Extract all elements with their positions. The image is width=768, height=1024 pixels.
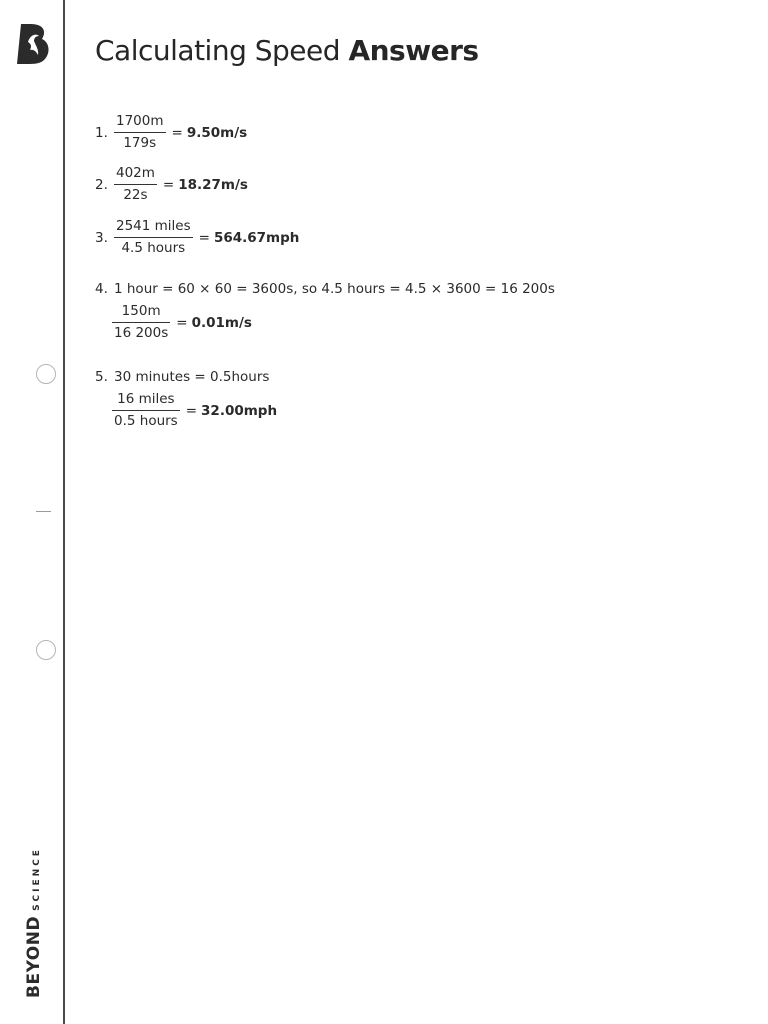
answer-value: 9.50m/s <box>186 124 248 141</box>
title-bold: Answers <box>348 34 479 67</box>
binder-hole-bottom <box>36 640 56 660</box>
equals-sign: = <box>198 229 210 246</box>
denominator: 0.5 hours <box>114 413 178 429</box>
margin-line <box>63 0 65 1024</box>
answer-row <box>95 281 555 297</box>
equals-sign: = <box>185 402 198 419</box>
numerator: 150m <box>121 303 161 319</box>
answer-row <box>95 165 248 204</box>
answer-row <box>95 369 277 385</box>
answer-item-5 <box>95 369 277 430</box>
numerator: 402m <box>116 165 155 181</box>
brand-main: BEYOND <box>24 915 44 998</box>
item-number: 3. <box>95 229 108 246</box>
fraction <box>114 113 166 152</box>
denominator: 179s <box>123 135 157 151</box>
answer-item-3 <box>95 218 299 257</box>
denominator: 22s <box>123 187 148 203</box>
denominator: 16 200s <box>114 325 169 341</box>
item-number: 2. <box>95 176 108 193</box>
fraction <box>114 218 193 257</box>
working-text: 30 minutes = 0.5hours <box>114 369 270 385</box>
fraction <box>112 391 180 430</box>
answer-item-4 <box>95 281 555 342</box>
item-number: 1. <box>95 124 108 141</box>
denominator: 4.5 hours <box>121 240 186 256</box>
answer-value: 564.67mph <box>213 229 300 246</box>
numerator: 1700m <box>116 113 164 129</box>
answer-value: 32.00mph <box>201 402 278 419</box>
item-number: 5. <box>95 369 108 385</box>
equals-sign: = <box>162 176 175 193</box>
fraction <box>114 165 157 204</box>
equals-sign: = <box>176 314 188 331</box>
answer-item-2 <box>95 165 248 204</box>
answer-row <box>95 113 247 152</box>
brand-wordmark <box>24 847 44 998</box>
answer-row <box>95 218 299 257</box>
answer-value: 0.01m/s <box>191 314 252 331</box>
title-regular: Calculating Speed <box>95 34 341 67</box>
beyond-b-logo-icon <box>15 22 51 66</box>
fraction <box>112 303 170 342</box>
fold-mark <box>36 511 51 512</box>
answer-row <box>95 303 555 342</box>
working-text: 1 hour = 60 × 60 = 3600s, so 4.5 hours = 4.5 × 3600 = 16 200s <box>114 281 555 297</box>
page-title <box>95 34 479 67</box>
numerator: 2541 miles <box>116 218 191 234</box>
numerator: 16 miles <box>117 391 175 407</box>
binder-hole-top <box>36 364 56 384</box>
brand-sub: SCIENCE <box>32 847 42 911</box>
answer-item-1 <box>95 113 247 152</box>
item-number: 4. <box>95 281 108 297</box>
answer-value: 18.27m/s <box>178 176 248 193</box>
answer-row <box>95 391 277 430</box>
equals-sign: = <box>171 124 183 141</box>
